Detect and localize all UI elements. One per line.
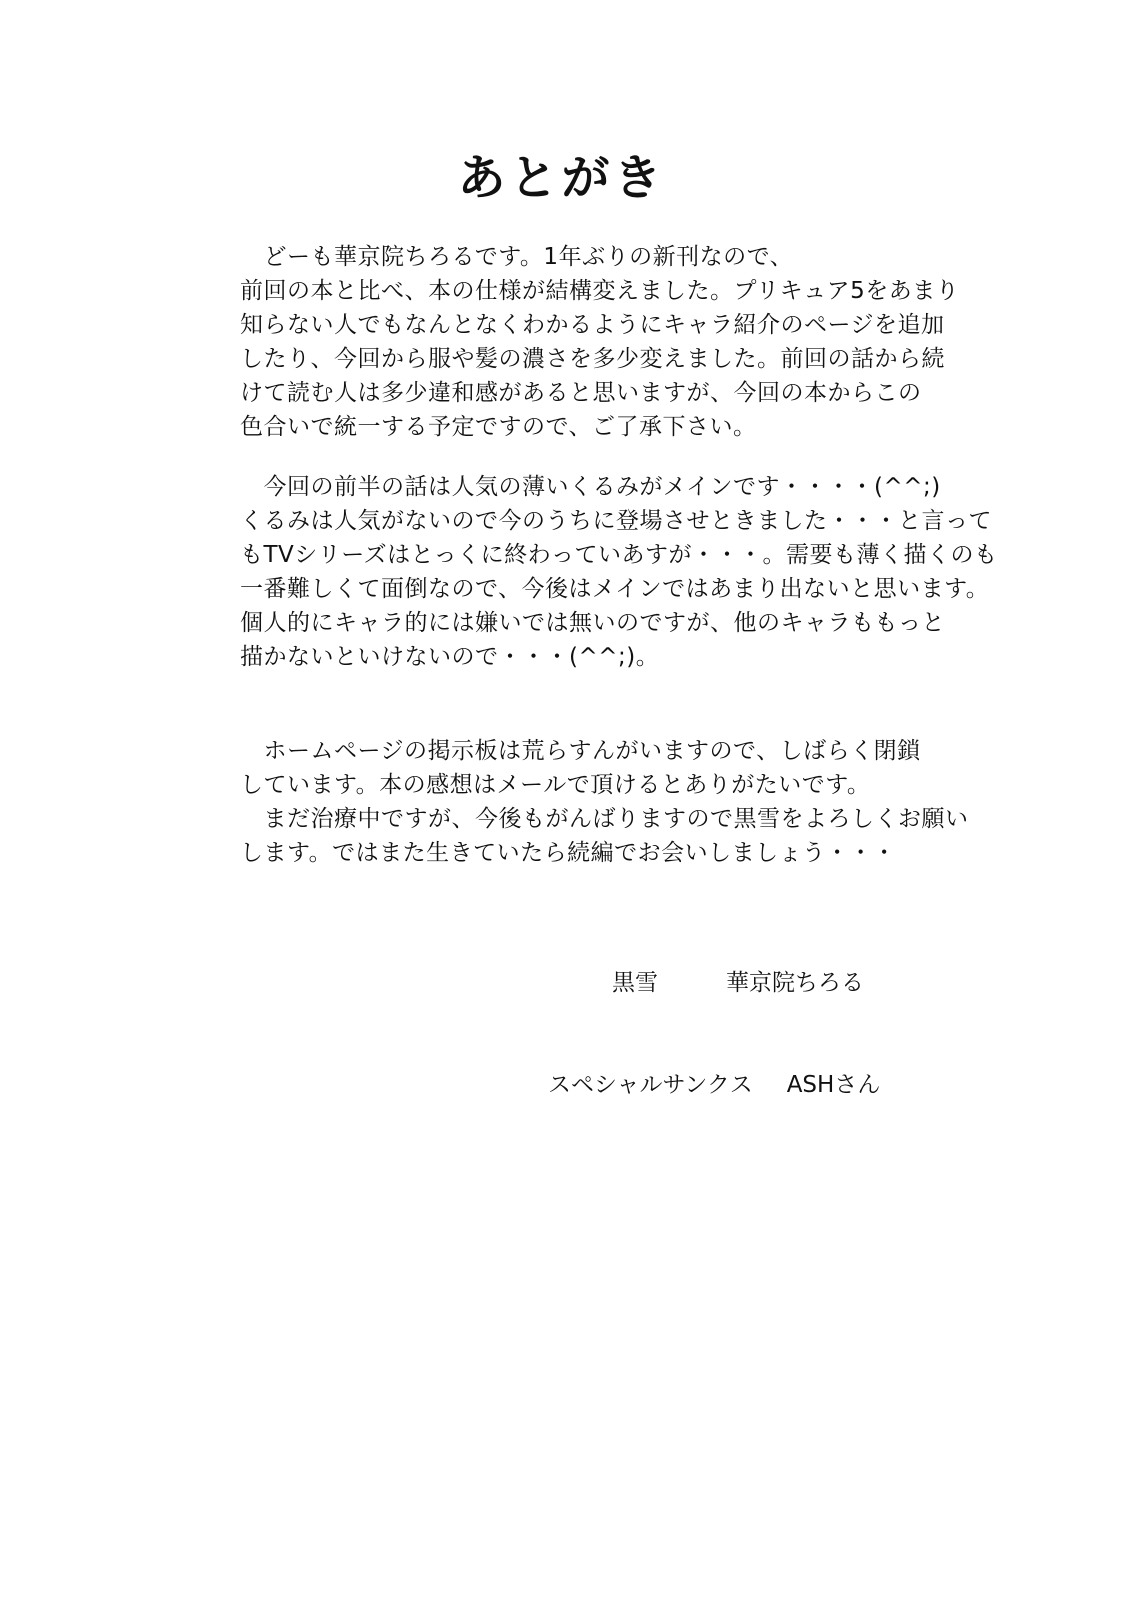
author-name: 華京院ちろる [726, 970, 864, 996]
signature [612, 966, 864, 1000]
text-line: くるみは人気がないので今のうちに登場させときました・・・と言って [240, 508, 992, 534]
text-line: けて読む人は多少違和感があると思いますが、今回の本からこの [240, 380, 922, 406]
text-line: どーも華京院ちろるです。1年ぶりの新刊なので、 [240, 244, 794, 270]
text-line: 描かないといけないので・・・(^^;)。 [240, 644, 660, 670]
paragraph-story-notes [240, 470, 998, 674]
special-thanks [548, 1068, 880, 1102]
circle-name: 黒雪 [612, 970, 658, 996]
text-line: 知らない人でもなんとなくわかるようにキャラ紹介のページを追加 [240, 312, 945, 338]
text-line: します。ではまた生きていたら続編でお会いしましょう・・・ [240, 840, 897, 866]
text-line: ホームページの掲示板は荒らすんがいますので、しばらく閉鎖 [240, 738, 921, 764]
text-line: 一番難しくて面倒なので、今後はメインではあまり出ないと思います。 [240, 576, 990, 602]
text-line: 前回の本と比べ、本の仕様が結構変えました。プリキュア5をあまり [240, 278, 960, 304]
text-line: したり、今回から服や髪の濃さを多少変えました。前回の話から続 [240, 346, 945, 372]
text-line: もTVシリーズはとっくに終わっていあすが・・・。需要も薄く描くのも [240, 542, 998, 568]
text-line: 個人的にキャラ的には嫌いでは無いのですが、他のキャラももっと [240, 610, 945, 636]
page-title: あとがき [457, 150, 666, 206]
text-line: 色合いで統一する予定ですので、ご了承下さい。 [240, 414, 757, 440]
thanks-label: スペシャルサンクス [548, 1072, 753, 1098]
text-line: しています。本の感想はメールで頂けるとありがたいです。 [240, 772, 871, 798]
text-line: 今回の前半の話は人気の薄いくるみがメインです・・・・(^^;) [240, 474, 941, 500]
text-line: まだ治療中ですが、今後もがんばりますので黒雪をよろしくお願い [240, 806, 969, 832]
paragraph-intro [240, 240, 960, 444]
paragraph-closing [240, 734, 969, 870]
thanks-name: ASHさん [786, 1072, 881, 1098]
